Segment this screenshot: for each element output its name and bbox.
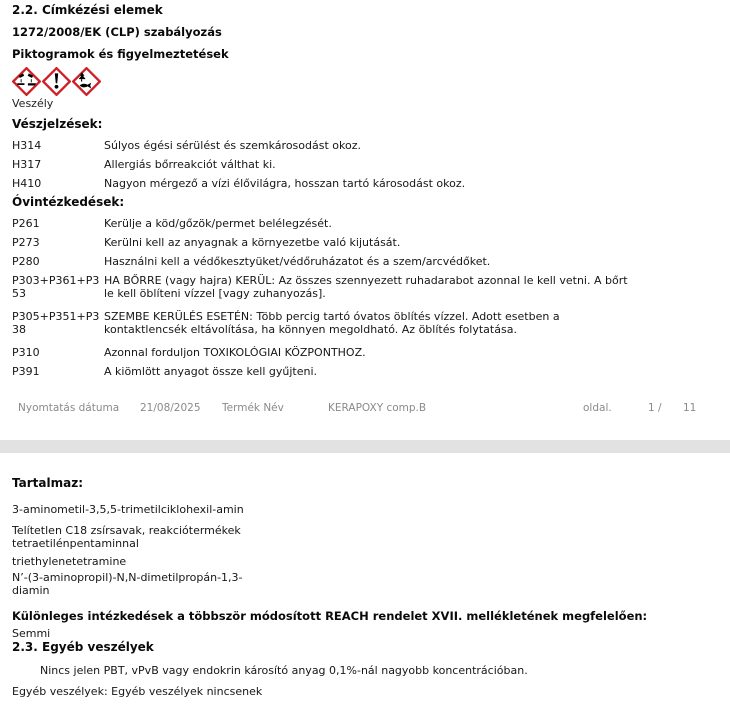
precaution-code: P303+P361+P353 [12,274,100,300]
precaution-row [12,255,716,268]
page-break-band [0,440,730,453]
regulation-heading: 1272/2008/EK (CLP) szabályozás [12,25,222,39]
precaution-row [12,217,716,230]
other-hazards-heading: 2.3. Egyéb veszélyek [12,640,154,654]
pbt-statement: Nincs jelen PBT, vPvB vagy endokrin károsító anyag 0,1%-nál nagyobb koncentrációban. [40,664,528,677]
ghs09-environment-icon [72,67,101,96]
precaution-row [12,365,716,378]
precaution-text: Kerülni kell az anyagnak a környezetbe való kijutását. [104,236,401,249]
other-hazards-summary: Egyéb veszélyek: Egyéb veszélyek nincsenek [12,685,263,698]
precautionary-statements-heading: Óvintézkedések: [12,195,125,209]
hazard-code: H317 [12,158,42,171]
pictograms-heading: Piktogramok és figyelmeztetések [12,47,229,61]
contains-heading: Tartalmaz: [12,476,83,490]
product-name-label: Termék Név [222,402,284,414]
hazard-row [12,177,716,190]
precaution-text: Használni kell a védőkesztyüket/védőruházatot és a szem/arcvédőket. [104,255,491,268]
precaution-text: SZEMBE KERÜLÉS ESETÉN: Több percig tartó óvatos öblítés vízzel. Adott esetben a kontaktlencsék eltávolítása, ha könnyen megoldható. Az öblítés folytatása. [104,310,560,336]
print-date-value: 21/08/2025 [140,402,201,414]
pictogram-row [12,67,716,96]
page-number-current: 1 / [648,402,662,414]
precaution-code: P273 [12,236,40,249]
substance-item: Telítetlen C18 zsírsavak, reakciótermékek tetraetilénpentaminnal [12,524,241,550]
ghs05-corrosion-icon [12,67,41,96]
precaution-row [12,346,716,359]
substance-item: N’-(3-aminopropil)-N,N-dimetilpropán-1,3-diamin [12,571,243,597]
hazard-row [12,158,716,171]
hazard-row [12,139,716,152]
signal-word: Veszély [12,97,54,110]
hazard-text: Nagyon mérgező a vízi élővilágra, hosszan tartó károsodást okoz. [104,177,466,190]
product-name-value: KERAPOXY comp.B [328,402,427,414]
precaution-text: Kerülje a köd/gőzök/permet belélegzését. [104,217,332,230]
substance-item: triethylenetetramine [12,555,127,568]
precaution-code: P391 [12,365,40,378]
section-heading: 2.2. Címkézési elemek [12,3,163,17]
hazard-statements-heading: Vészjelzések: [12,117,103,131]
ghs07-exclamation-icon [42,67,71,96]
hazard-text: Allergiás bőrreakciót válthat ki. [104,158,276,171]
precaution-text: HA BŐRRE (vagy hajra) KERÜL: Az összes szennyezett ruhadarabot azonnal le kell vetni. A bőrt le kell öblíteni vízzel [vagy zuhanyozás]. [104,274,628,300]
hazard-text: Súlyos égési sérülést és szemkárosodást okoz. [104,139,361,152]
precaution-row [12,274,716,300]
page-footer [12,402,716,415]
precaution-row [12,310,716,336]
precaution-text: A kiömlött anyagot össze kell gyűjteni. [104,365,317,378]
precaution-code: P261 [12,217,40,230]
substance-item: 3-aminometil-3,5,5-trimetilciklohexil-amin [12,503,244,516]
precaution-text: Azonnal forduljon TOXIKOLÓGIAI KÖZPONTHOZ. [104,346,366,359]
precaution-code: P305+P351+P338 [12,310,100,336]
print-date-label: Nyomtatás dátuma [18,402,120,414]
hazard-code: H314 [12,139,42,152]
page-number-label: oldal. [583,402,612,414]
page-number-total: 11 [683,402,697,414]
precaution-row [12,236,716,249]
precaution-code: P280 [12,255,40,268]
precaution-code: P310 [12,346,40,359]
reach-heading: Különleges intézkedések a többször módosított REACH rendelet XVII. mellékletének megfelelően: [12,609,648,623]
hazard-code: H410 [12,177,42,190]
reach-value: Semmi [12,627,51,640]
